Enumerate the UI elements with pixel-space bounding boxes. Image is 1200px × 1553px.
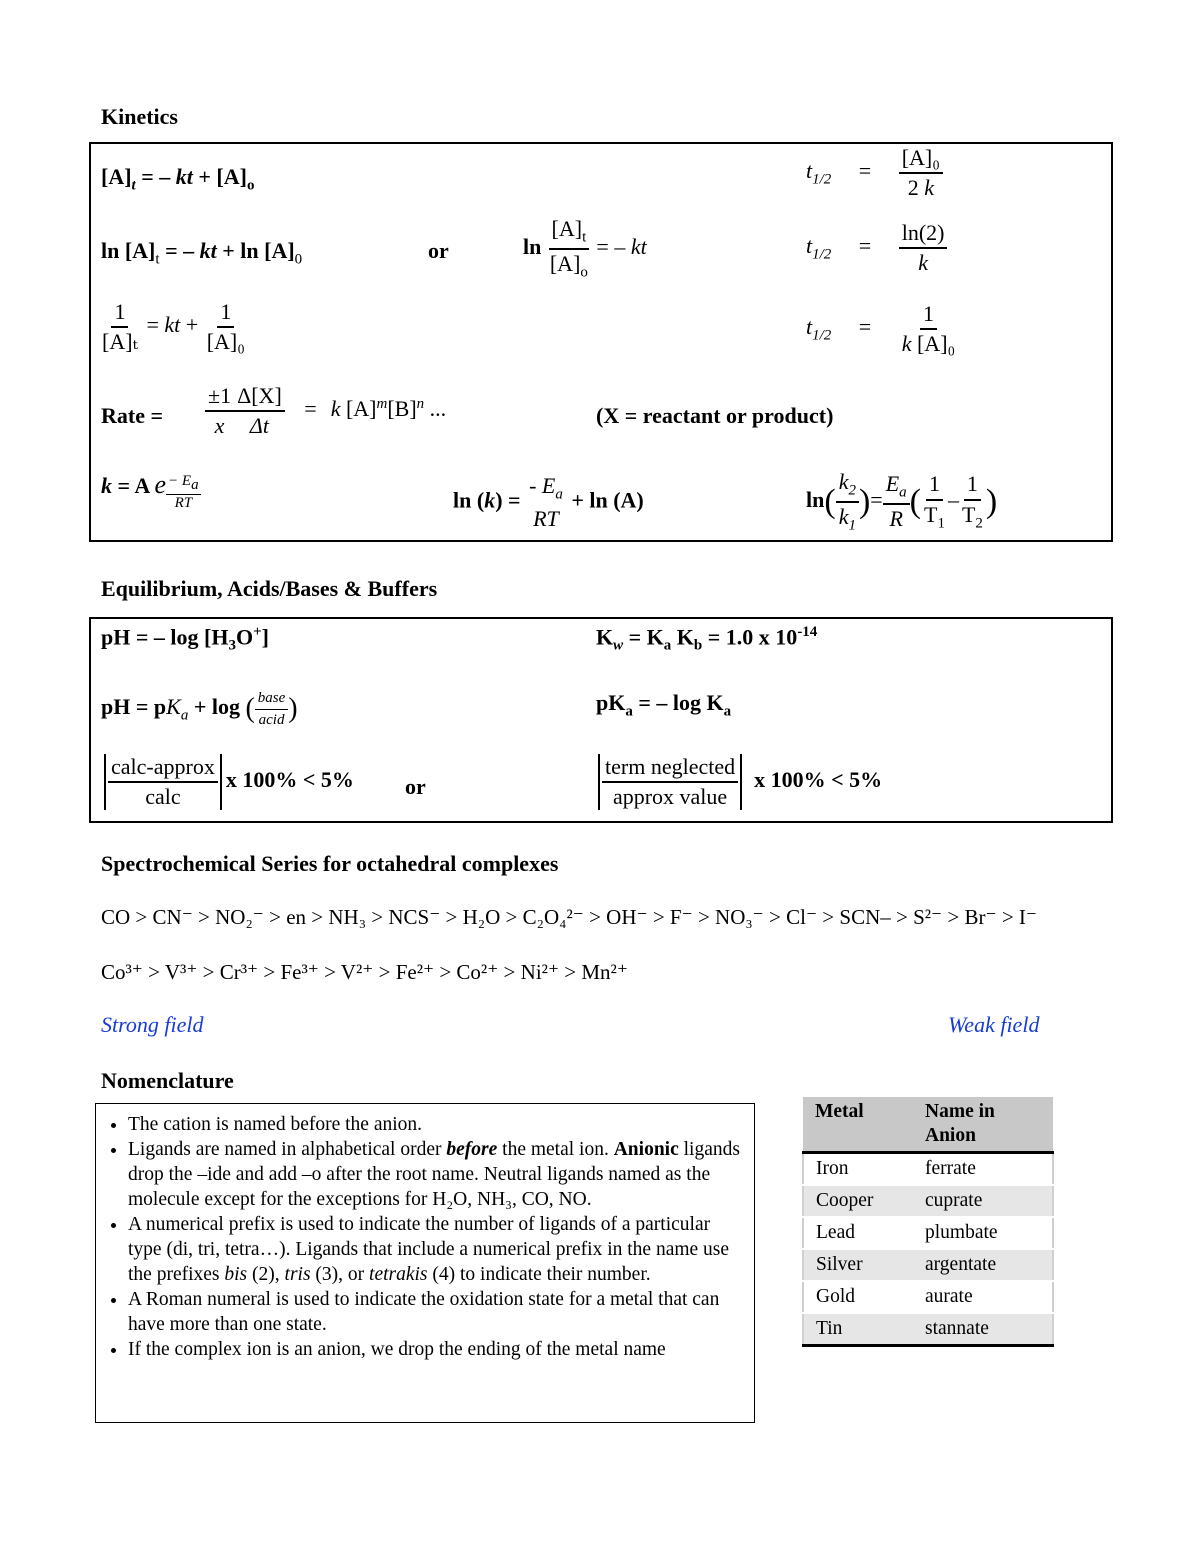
table-row <box>803 1153 1053 1186</box>
arrhenius-ln-equation: ln (k) = - $E_a$ RT + ln (A) <box>453 473 644 531</box>
zero-order-equation: $[A]_t$ = – kt + $[A]_o$ <box>101 164 255 194</box>
henderson-hasselbalch: pH = $pK_a + \log$ ( $\frac{\text{base}}{\text{acid}}$ ) <box>101 690 298 728</box>
nomenclature-heading: Nomenclature <box>101 1068 234 1093</box>
anion-name-cell: aurate <box>913 1281 1053 1313</box>
half-life-first-order: $t_{1/2}$ = $\frac{\ln(2)}{k}$ <box>806 221 947 275</box>
metal-cell: Lead <box>803 1217 913 1249</box>
metal-name-table-container <box>802 1097 1054 1347</box>
kw-equation: $K_w = K_a$ $K_b = 1.0$ x $10^{-14}$ <box>596 624 818 654</box>
second-order-equation: $\frac{1}{\text{[A]ₜ}}$ = kt + $\frac{1}{\text{[A]₀}}$ <box>102 299 245 355</box>
spectrochemical-heading: Spectrochemical Series for octahedral complexes <box>101 851 559 876</box>
ligand-series: CO > CN⁻ > NO₂⁻ > en > NH₃ > NCS⁻ > H₂O > C₂O₄²⁻ > OH⁻ > F⁻ > NO₃⁻ > Cl⁻ > SCN– > S²⁻ > Br⁻ > I⁻ <box>101 905 1037 929</box>
arrhenius-equation: k = A e $\frac{- E_a}{RT}$ <box>101 470 199 511</box>
ph-equation: pH = – $\log [H_3O^+]$ <box>101 624 269 654</box>
list-item: • A numerical prefix is used to indicate the number of ligands of a particular type (di, tri, tetra…). Ligands that include a numerical prefix in the name use the prefixes bis (2), tris (3), or tetrakis (4) to indicate their number. <box>128 1212 740 1287</box>
metal-cell: Gold <box>803 1281 913 1313</box>
metal-ion-series: Co³⁺ > V³⁺ > Cr³⁺ > Fe³⁺ > V²⁺ > Fe²⁺ > Co²⁺ > Ni²⁺ > Mn²⁺ <box>101 960 628 984</box>
first-order-equation: $\ln [A]_t$ = – kt + $\ln [A]_0$ <box>101 238 303 268</box>
equilibrium-heading: Equilibrium, Acids/Bases & Buffers <box>101 576 438 601</box>
table-row <box>803 1313 1053 1346</box>
or-text-kinetics: or <box>428 238 449 263</box>
weak-field-label: Weak field <box>948 1012 1040 1037</box>
list-item: • If the complex ion is an anion, we drop the ending of the metal name <box>128 1337 740 1362</box>
table-row <box>803 1185 1053 1217</box>
list-item: • A Roman numeral is used to indicate the oxidation state for a metal that can have more than one state. <box>128 1287 740 1337</box>
anion-name-cell: stannate <box>913 1313 1053 1346</box>
rate-label: Rate = <box>101 403 164 428</box>
metal-cell: Silver <box>803 1249 913 1281</box>
half-life-zero-order: $t_{1/2}$ = $\frac{\text{[A]₀}}{2 k}$ <box>806 146 943 200</box>
anion-name-cell: plumbate <box>913 1217 1053 1249</box>
rate-law-equation: $\frac{\pm 1}{x}$ $\frac{\Delta[X]}{\Delta t}$ = k $[A]^m[B]^n$ ... <box>205 384 446 438</box>
list-item: • The cation is named before the anion. <box>128 1112 740 1137</box>
table-row <box>803 1281 1053 1313</box>
column-header-metal: Metal <box>803 1097 913 1153</box>
table-row <box>803 1249 1053 1281</box>
list-item: • Ligands are named in alphabetical order before the metal ion. Anionic ligands drop the –ide and add –o after the root name. Neutral ligands named as the molecule except for the exceptions for H₂O, NH₃, CO, NO. <box>128 1137 740 1212</box>
anion-name-cell: cuprate <box>913 1185 1053 1217</box>
metal-cell: Cooper <box>803 1185 913 1217</box>
approximation-check-2: $\frac{\text{term neglected}}{\text{approx value}}$ x 100% < 5% <box>598 754 882 810</box>
metal-cell: Tin <box>803 1313 913 1346</box>
half-life-second-order: $t_{1/2}$ = $\frac{1}{\text{k [A]₀}}$ <box>806 301 956 357</box>
approximation-check-1: $\frac{\text{calc-approx}}{\text{calc}}$ x 100% < 5% <box>104 754 354 810</box>
anion-name-cell: ferrate <box>913 1153 1053 1186</box>
first-order-alt-equation: ln $\frac{[A]_t}{[A]_o}$ = – kt <box>523 216 647 281</box>
or-text-equilibrium: or <box>405 774 426 799</box>
rate-note: (X = reactant or product) <box>596 403 834 428</box>
column-header-name-in-anion: Name in Anion <box>913 1097 1053 1153</box>
table-row <box>803 1217 1053 1249</box>
metal-cell: Iron <box>803 1153 913 1186</box>
strong-field-label: Strong field <box>101 1012 204 1037</box>
metal-name-table <box>802 1097 1054 1347</box>
table-header-row <box>803 1097 1053 1153</box>
anion-name-cell: argentate <box>913 1249 1053 1281</box>
pka-equation: $pK_a$ = – $\log K_a$ <box>596 690 732 720</box>
kinetics-heading: Kinetics <box>101 104 178 129</box>
two-point-arrhenius: ln( $\frac{k_2}{k_1}$ )= $\frac{E_a}{R}$ ( $\frac{1}{T_1}$ – $\frac{1}{T_2}$ ) <box>806 469 998 534</box>
nomenclature-rules-list <box>102 1112 740 1362</box>
nomenclature-rules-box <box>95 1103 755 1423</box>
